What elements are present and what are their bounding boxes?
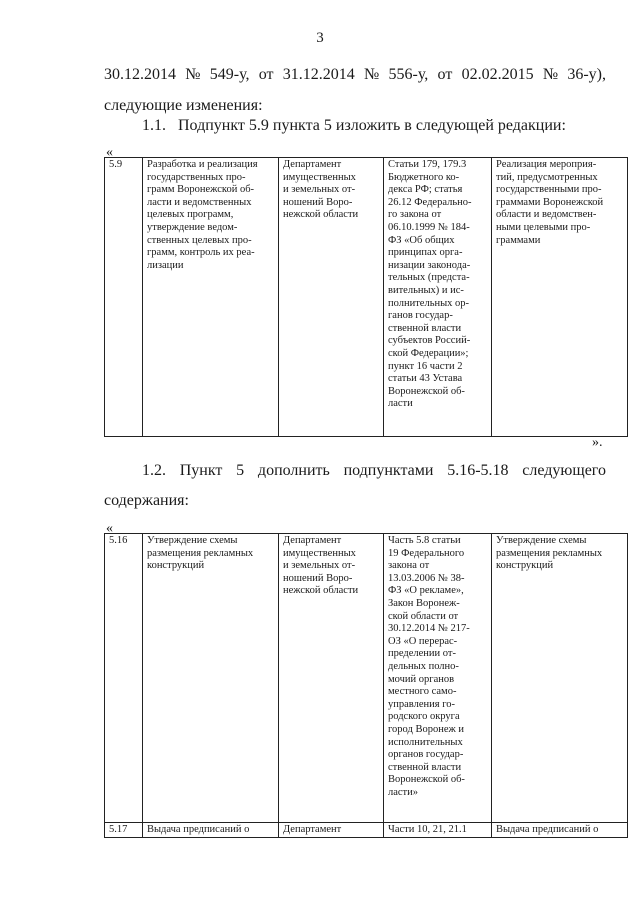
department-cell [279, 823, 384, 838]
intro-word: № [542, 66, 559, 83]
item-1-2-line-2: содержания: [104, 492, 189, 509]
function-text: Утверждение схемы размещения рекламных конструкций [147, 535, 254, 572]
result-cell [492, 823, 628, 838]
page-number: 3 [316, 30, 324, 46]
item-word: подпунктами [343, 462, 434, 479]
intro-line-2: следующие изменения: [104, 97, 263, 114]
department-text: Департамент имущественных и земельных от- ношений Воро- нежской области [283, 159, 359, 221]
legal-basis-text: Части 10, 21, 21.1 [388, 824, 467, 835]
function-cell [143, 158, 279, 437]
function-cell [143, 823, 279, 838]
row-number: 5.9 [109, 159, 123, 170]
row-number-cell [105, 823, 143, 838]
item-word: дополнить [257, 462, 330, 479]
legal-basis-cell [384, 158, 492, 437]
intro-word: 30.12.2014 [104, 66, 176, 83]
department-text: Департамент [283, 824, 342, 835]
table-subitems-5-16-5-18 [104, 533, 628, 838]
intro-word: от [258, 66, 274, 83]
result-text: Утверждение схемы размещения рекламных конструкций [496, 535, 603, 572]
item-1-1: 1.1. Подпункт 5.9 пункта 5 изложить в следующей редакции: [142, 117, 566, 134]
item-word: 5 [236, 462, 245, 479]
intro-word: № [364, 66, 380, 83]
table-subitem-5-9 [104, 157, 628, 437]
table-row [105, 158, 628, 437]
function-text: Разработка и реализация государственных про- грамм Воронежской об- ласти и ведомственных целевых программ, утверждение ведом- ственных целевых про- грамм, контроль их реа- лизации [147, 159, 258, 271]
table-row [105, 823, 628, 838]
item-word: 1.2. [142, 462, 166, 479]
result-cell [492, 158, 628, 437]
intro-word: 549-у, [209, 66, 250, 83]
legal-basis-text: Часть 5.8 статьи 19 Федерального закона от 13.03.2006 № 38- ФЗ «О рекламе», Закон Воронеж- ской области от 30.12.2014 № 217- ОЗ «О перерас- пределении от- дельных полно- мочий органов местного само- управления го- родского округа город Воронеж и исполнительных органов государ- ственной власти Воронежской об- ласти» [388, 535, 470, 798]
table-row [105, 534, 628, 823]
item-1-2-line-1 [142, 462, 606, 480]
row-number: 5.16 [109, 535, 128, 546]
legal-basis-cell [384, 534, 492, 823]
intro-word: 556-у, [388, 66, 429, 83]
legal-basis-text: Статьи 179, 179.3 Бюджетного ко- декса РФ; статья 26.12 Федерально- го закона от 06.10.1999 № 184- ФЗ «Об общих принципах орга- низации законода- тельных (предста- вительных) и ис- полнительных ор- ганов государ- ственной власти субъектов Россий- ской Федерации»; пункт 16 части 2 статьи 43 Устава Воронежской об- ласти [388, 159, 472, 410]
intro-word: от [437, 66, 453, 83]
item-word: следующего [522, 462, 606, 479]
department-text: Департамент имущественных и земельных от- ношений Воро- нежской области [283, 535, 359, 597]
intro-word: № [185, 66, 201, 83]
function-cell [143, 534, 279, 823]
open-quote: « [106, 145, 113, 160]
department-cell [279, 158, 384, 437]
result-cell [492, 534, 628, 823]
legal-basis-cell [384, 823, 492, 838]
row-number-cell [105, 534, 143, 823]
row-number: 5.17 [109, 824, 128, 835]
result-text: Выдача предписаний о [496, 824, 599, 835]
intro-word: 31.12.2014 [282, 66, 355, 83]
department-cell [279, 534, 384, 823]
function-text: Выдача предписаний о [147, 824, 250, 835]
close-quote: ». [592, 435, 603, 450]
item-word: 5.16-5.18 [447, 462, 509, 479]
item-word: Пункт [179, 462, 223, 479]
intro-line-1 [104, 66, 606, 84]
open-quote: « [106, 521, 113, 536]
result-text: Реализация мероприя- тий, предусмотренных государственными про- граммами Воронежской области и ведомствен- ными целевыми про- граммами [496, 159, 604, 246]
intro-word: 02.02.2015 [461, 66, 534, 83]
intro-word: 36-у), [567, 66, 606, 83]
row-number-cell [105, 158, 143, 437]
